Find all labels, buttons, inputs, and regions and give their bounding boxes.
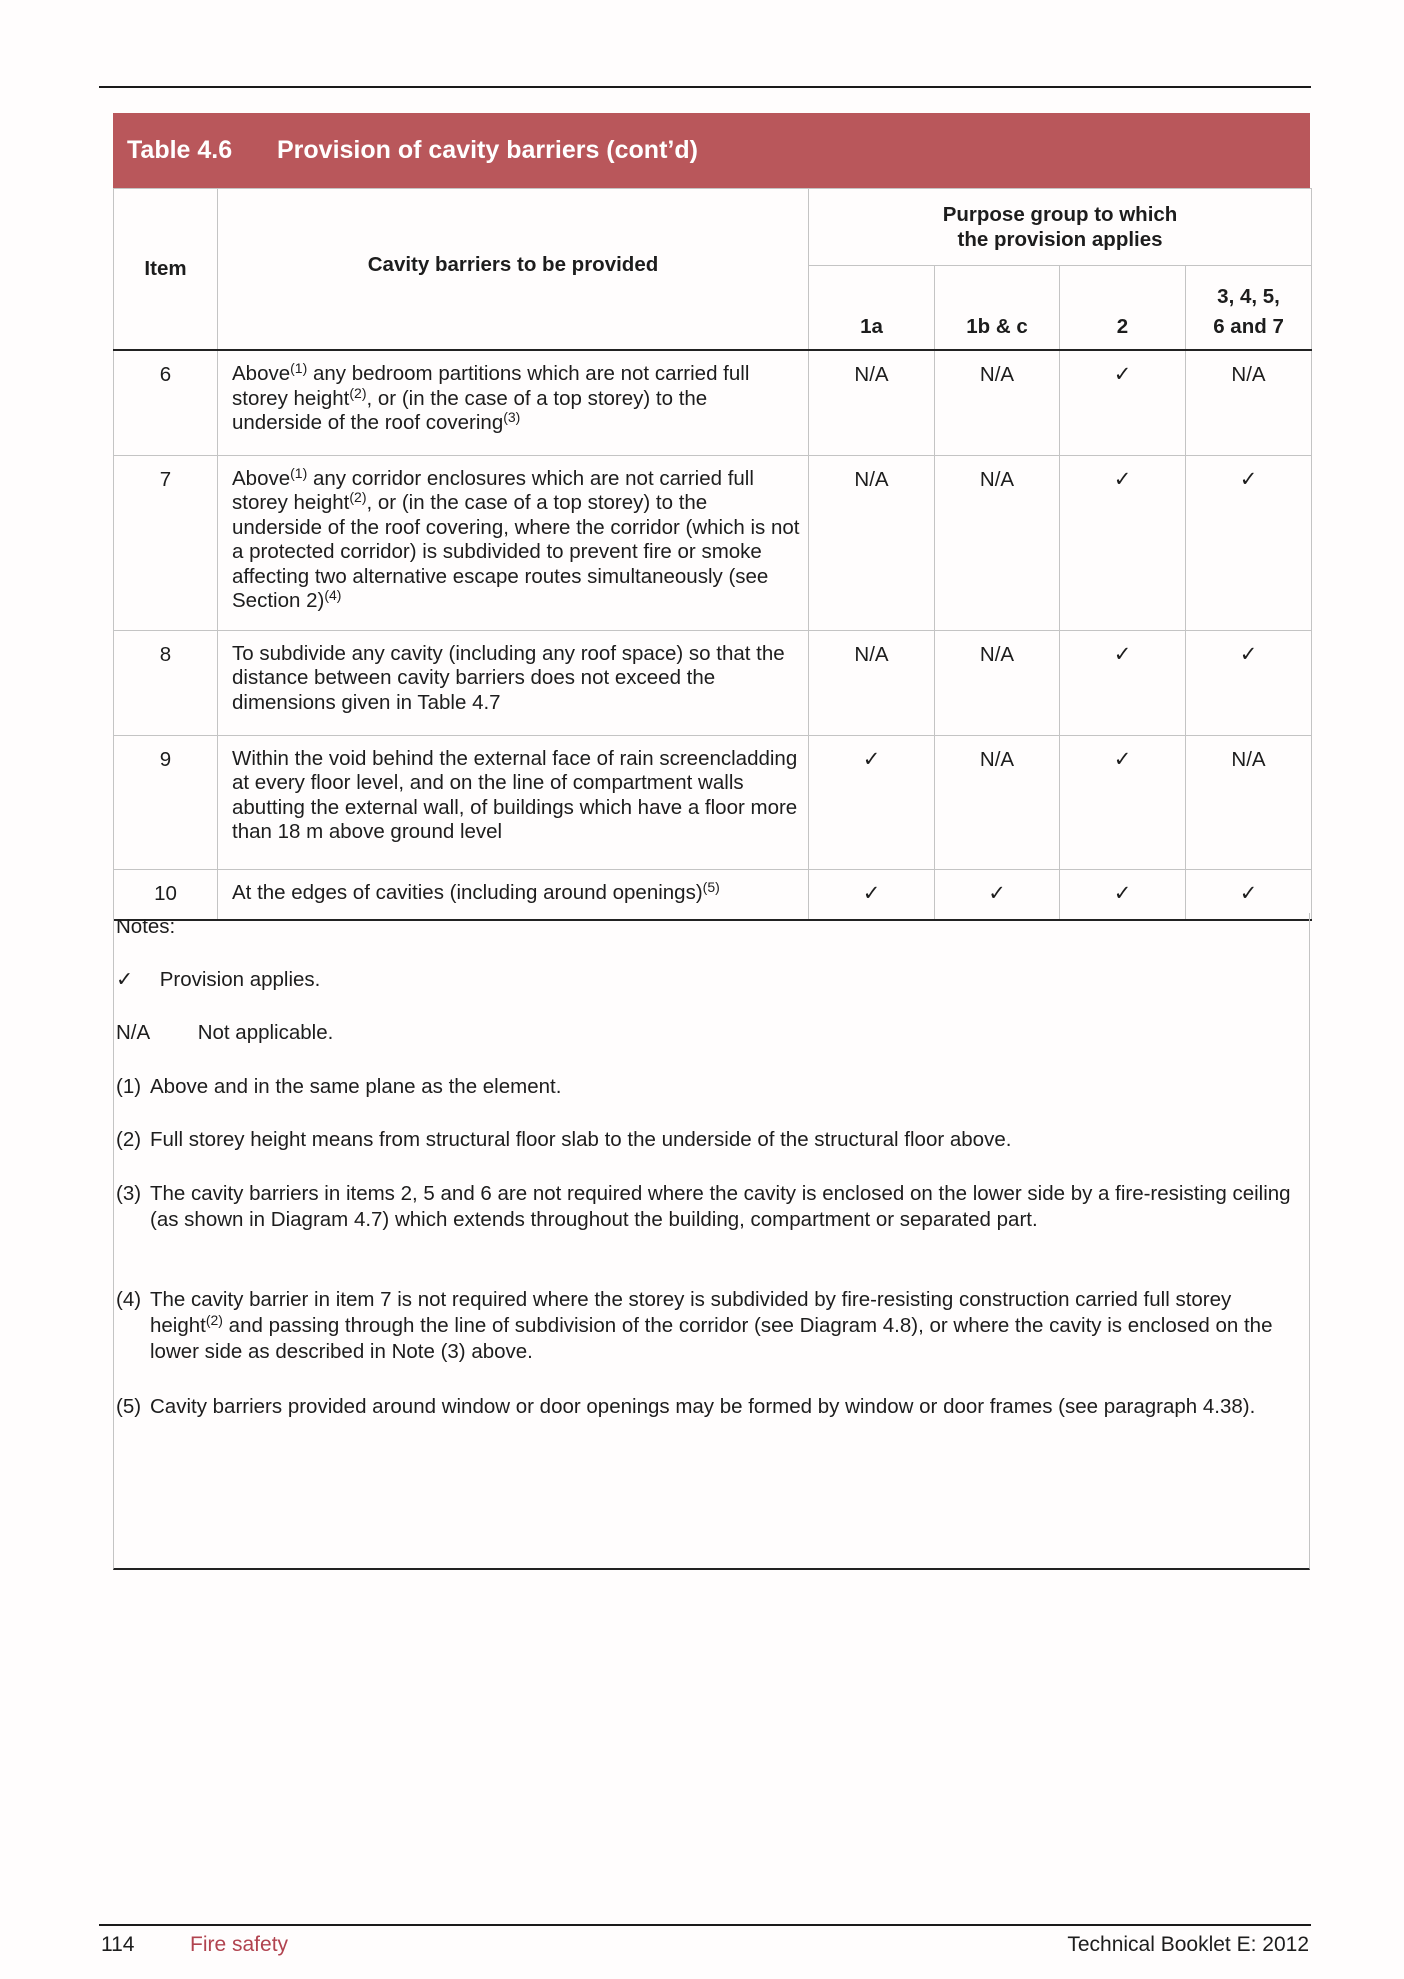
header-col-3-7-line2: 6 and 7	[1213, 315, 1284, 338]
text-run: any corridor enclosures which are not carried full storey height	[232, 466, 754, 514]
check-icon: ✓	[1060, 630, 1186, 735]
item-number: 8	[114, 630, 218, 735]
footnote-ref: (3)	[503, 409, 521, 425]
table-number: Table 4.6	[127, 136, 233, 164]
table-row	[114, 630, 1312, 735]
item-description	[218, 350, 809, 455]
table-row	[114, 350, 1312, 455]
note-item	[116, 1287, 1299, 1365]
item-description	[218, 630, 809, 735]
not-applicable-value: N/A	[935, 630, 1060, 735]
text-run: Above	[232, 362, 291, 385]
check-icon: ✓	[809, 869, 935, 920]
header-description: Cavity barriers to be provided	[218, 189, 809, 351]
note-text	[116, 1394, 1299, 1420]
footnote-ref: (2)	[349, 489, 367, 505]
header-col-3-7	[1186, 266, 1312, 351]
check-icon: ✓	[1186, 869, 1312, 920]
top-rule	[99, 86, 1311, 88]
check-icon: ✓	[1186, 630, 1312, 735]
text-run: At the edges of cavities (including around openings)	[232, 880, 703, 904]
check-icon: ✓	[809, 735, 935, 869]
legend-provision-applies	[116, 967, 1299, 993]
text-run: The cavity barriers in items 2, 5 and 6 are not required where the cavity is enclosed on the lower side by a fire-resisting ceiling (as shown in Diagram 4.7) which extends throughout the building, compartment or separated part.	[150, 1182, 1291, 1231]
text-run: Above and in the same plane as the element.	[150, 1075, 562, 1098]
footnote-ref: (5)	[702, 878, 720, 895]
text-run: Cavity barriers provided around window or door openings may be formed by window or door frames (see paragraph 4.38).	[150, 1395, 1256, 1418]
check-icon: ✓	[116, 968, 134, 991]
text-run: and passing through the line of subdivision of the corridor (see Diagram 4.8), or where the cavity is enclosed on the lower side as described in Note (3) above.	[150, 1314, 1273, 1363]
notes-heading: Notes:	[116, 915, 176, 938]
text-run: To subdivide any cavity (including any roof space) so that the distance between cavity barriers does not exceed the dimensions given in Table 4.7	[232, 641, 785, 714]
text-run: Within the void behind the external face of rain screencladding at every floor level, and on the line of compartment walls abutting the external wall, of buildings which have a floor more than 18 m above ground level	[232, 746, 798, 843]
table-row	[114, 735, 1312, 869]
item-number: 7	[114, 455, 218, 630]
header-col-1b-c: 1b & c	[935, 266, 1060, 351]
footnote-ref: (1)	[290, 360, 308, 376]
item-description	[218, 735, 809, 869]
item-number: 10	[114, 869, 218, 920]
not-applicable-value: N/A	[935, 455, 1060, 630]
footnote-ref: (1)	[290, 464, 308, 481]
notes-section	[113, 913, 1310, 1570]
not-applicable-value: N/A	[1186, 350, 1312, 455]
page-number: 114	[101, 1933, 135, 1956]
footnote-ref: (2)	[205, 1312, 223, 1328]
header-purpose-group-line1: Purpose group to which	[942, 203, 1178, 226]
note-text	[116, 1074, 1299, 1100]
text-run: , or (in the case of a top storey) to the underside of the roof covering	[232, 386, 708, 434]
not-applicable-value: N/A	[809, 630, 935, 735]
header-purpose-group	[809, 189, 1312, 266]
note-number: (3)	[116, 1182, 142, 1205]
na-symbol: N/A	[116, 1021, 151, 1044]
footnote-ref: (4)	[324, 587, 342, 603]
text-run: The cavity barrier in item 7 is not required where the storey is subdivided by fire-resisting construction carried full storey height	[150, 1288, 1232, 1337]
header-col-3-7-line1: 3, 4, 5,	[1217, 285, 1280, 308]
not-applicable-value: N/A	[809, 350, 935, 455]
note-item	[116, 1394, 1299, 1420]
table-title: Provision of cavity barriers (cont’d)	[277, 136, 698, 164]
note-item	[116, 1074, 1299, 1100]
not-applicable-value: N/A	[809, 455, 935, 630]
item-number: 9	[114, 735, 218, 869]
check-icon: ✓	[935, 869, 1060, 920]
note-text	[116, 1181, 1299, 1233]
table-title-bar	[113, 113, 1310, 188]
text-run: Above	[232, 466, 291, 490]
table-row	[114, 455, 1312, 630]
section-name: Fire safety	[190, 1933, 289, 1956]
note-item	[116, 1127, 1299, 1153]
legend-text: Not applicable.	[197, 1021, 334, 1044]
header-col-1a: 1a	[809, 266, 935, 351]
booklet-title: Technical Booklet E: 2012	[1067, 1933, 1309, 1956]
check-icon: ✓	[1186, 455, 1312, 630]
not-applicable-value: N/A	[935, 350, 1060, 455]
header-col-2: 2	[1060, 266, 1186, 351]
note-number: (4)	[116, 1288, 142, 1311]
check-icon: ✓	[1060, 455, 1186, 630]
check-icon: ✓	[1060, 869, 1186, 920]
text-run: any bedroom partitions which are not carried full storey height	[232, 362, 750, 410]
header-purpose-group-line2: the provision applies	[957, 228, 1163, 251]
footer-rule	[99, 1924, 1311, 1926]
header-item: Item	[114, 189, 218, 351]
text-run: , or (in the case of a top storey) to the underside of the roof covering, where the corridor (which is not a protected corridor) is subdivided to prevent fire or smoke affecting two alternative escape routes simultaneously (see Section 2)	[232, 491, 800, 612]
not-applicable-value: N/A	[1186, 735, 1312, 869]
note-number: (2)	[116, 1128, 142, 1151]
not-applicable-value: N/A	[935, 735, 1060, 869]
cavity-barriers-table	[113, 188, 1312, 921]
note-number: (1)	[116, 1075, 142, 1098]
item-description	[218, 455, 809, 630]
legend-text: Provision applies.	[159, 968, 321, 991]
footnote-ref: (2)	[349, 384, 367, 401]
note-text	[116, 1127, 1299, 1153]
item-number: 6	[114, 350, 218, 455]
check-icon: ✓	[1060, 350, 1186, 455]
note-number: (5)	[116, 1395, 142, 1418]
note-item	[116, 1181, 1299, 1233]
legend-not-applicable	[116, 1020, 1299, 1046]
text-run: Full storey height means from structural floor slab to the underside of the structural floor above.	[150, 1128, 1012, 1151]
note-text	[116, 1287, 1299, 1365]
check-icon: ✓	[1060, 735, 1186, 869]
